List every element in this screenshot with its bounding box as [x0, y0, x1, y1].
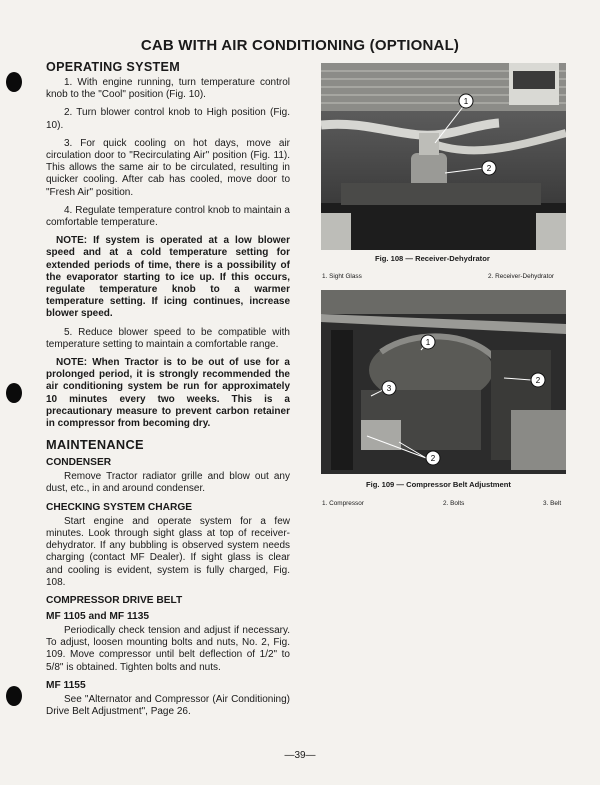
mf1155-heading: MF 1155 [46, 679, 86, 691]
operating-step-2: 2. Turn blower control knob to High position (Fig. 10). [46, 107, 290, 131]
binder-hole-middle [6, 383, 22, 403]
binder-hole-top [6, 72, 22, 92]
mf1155-text: See "Alternator and Compressor (Air Conditioning) Drive Belt Adjustment", Page 26. [46, 693, 290, 717]
fig109-photo [321, 290, 566, 474]
operating-step-1: 1. With engine running, turn temperature control knob to the "Cool" position (Fig. 10). [46, 77, 290, 101]
fig109-callout-bolts-lower: 2 [430, 454, 436, 463]
fig109-callout-bolts-upper: 2 [535, 376, 541, 385]
fig109-label-bolts: 2. Bolts [443, 500, 465, 507]
fig109-label-compressor: 1. Compressor [322, 500, 364, 507]
mf1105-text: Periodically check tension and adjust if necessary. To adjust, loosen mounting bolts and nuts, No. 2, Fig. 109. Move compressor until belt deflection of 1/2" to 5/8" is obtained. Tighten bolts and nuts. [46, 624, 290, 673]
checking-charge-text: Start engine and operate system for a few minutes. Look through sight glass at top of receiver-dehydrator. If any bubbling is observed system needs charging (contact MF Dealer). If sight glass is clear and cooling is evident, system is fully charged, Fig. 108. [46, 515, 290, 588]
mf1105-heading: MF 1105 and MF 1135 [46, 610, 150, 622]
fig108-callout-2: 2 [486, 164, 492, 173]
fig109-caption: Fig. 109 — Compressor Belt Adjustment [366, 480, 511, 489]
storage-note: NOTE: When Tractor is to be out of use for a prolonged period, it is strongly recommended the air conditioning system be run for approximately 10 minutes every two weeks. This is a precautionary measure to prevent carbon retainer in compressor from becoming dry. [46, 357, 290, 430]
operating-step-5: 5. Reduce blower speed to be compatible with temperature setting to maintain a comfortable range. [46, 326, 290, 350]
fig109-callout-belt: 3 [386, 384, 392, 393]
fig109-callout-compressor: 1 [425, 338, 431, 347]
checking-charge-heading: CHECKING SYSTEM CHARGE [46, 501, 193, 513]
fig108-caption: Fig. 108 — Receiver-Dehydrator [375, 254, 490, 263]
condenser-text: Remove Tractor radiator grille and blow out any dust, etc., in and around condenser. [46, 471, 290, 495]
operating-system-heading: OPERATING SYSTEM [46, 60, 181, 74]
left-column [46, 60, 290, 724]
page-number: —39— [284, 750, 316, 761]
drive-belt-heading: COMPRESSOR DRIVE BELT [46, 594, 183, 606]
fig108-callout-1: 1 [463, 97, 469, 106]
page-title: CAB WITH AIR CONDITIONING (OPTIONAL) [140, 37, 460, 54]
maintenance-heading: MAINTENANCE [46, 437, 144, 453]
fig109-label-belt: 3. Belt [543, 500, 562, 507]
fig108-label-receiver: 2. Receiver-Dehydrator [488, 273, 555, 280]
icing-note: NOTE: If system is operated at a low blower speed and at a cold temperature setting for extended periods of time, there is a possibility of the evaporator starting to ice up. If this occurs, regulate temperature knob to a warmer temperature setting. If icing continues, increase blower speed. [46, 235, 290, 320]
binder-hole-bottom [6, 686, 22, 706]
operating-step-4: 4. Regulate temperature control knob to maintain a comfortable temperature. [46, 204, 290, 229]
fig108-photo [321, 63, 566, 250]
fig108-label-sight-glass: 1. Sight Glass [322, 273, 362, 280]
condenser-heading: CONDENSER [46, 457, 112, 469]
operating-step-3: 3. For quick cooling on hot days, move air circulation door to "Recirculating Air" position (Fig. 11). This allows the same air to be circulated, resulting in quicker cooling. After cab has cooled, move door to "Fresh Air" position. [46, 137, 290, 198]
